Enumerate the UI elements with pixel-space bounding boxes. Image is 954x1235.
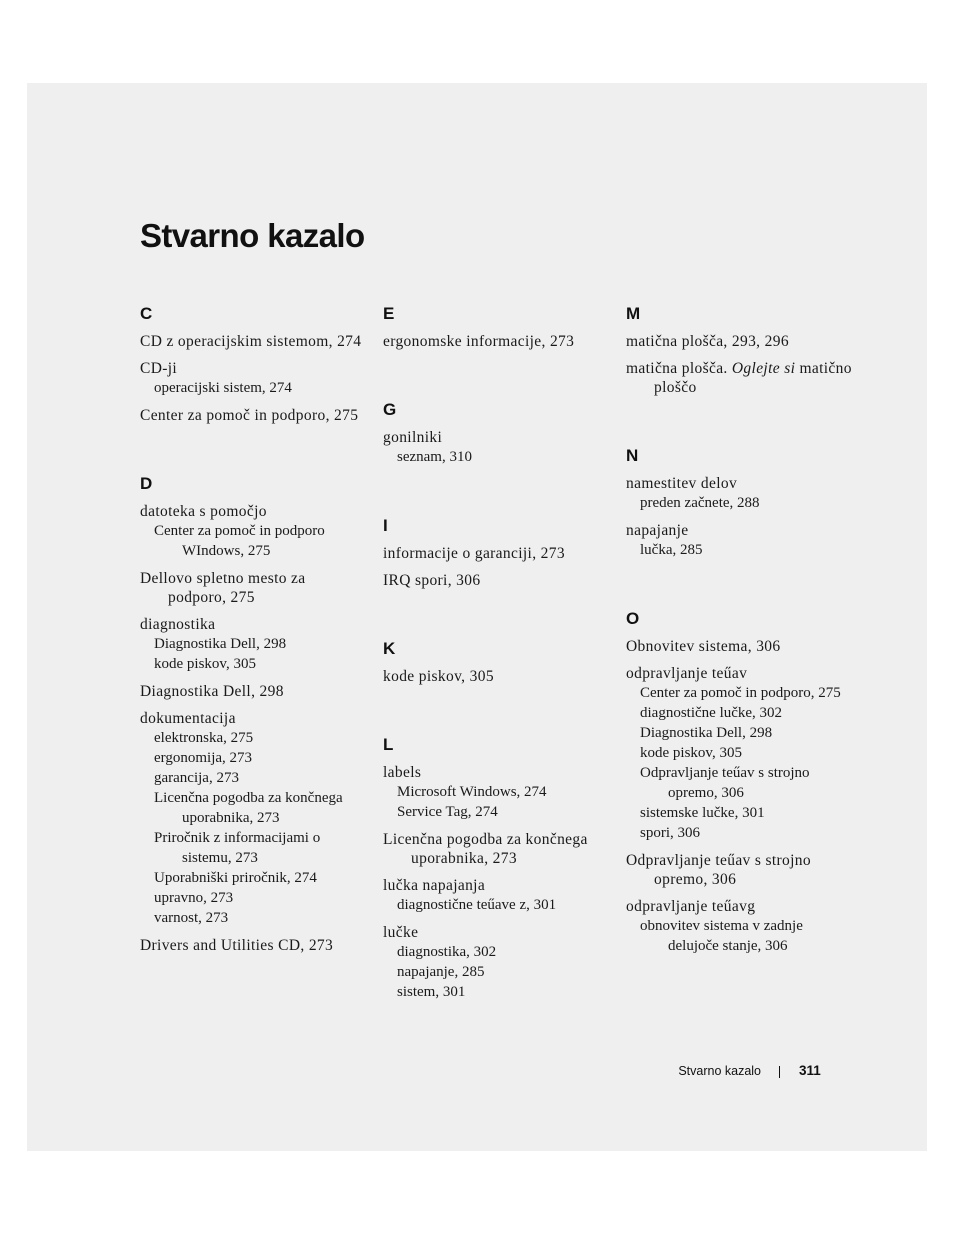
see-target: matično ploščo	[654, 360, 852, 396]
index-entry	[383, 428, 609, 467]
index-term: Odpravljanje teűav s strojno opremo, 306	[626, 852, 811, 888]
index-subentry: sistem, 301	[397, 984, 466, 1000]
index-term: Diagnostika Dell, 298	[140, 683, 284, 700]
index-entry	[383, 544, 609, 563]
index-entry	[140, 936, 366, 955]
index-subentry: upravno, 273	[154, 890, 234, 906]
section-letter: K	[383, 639, 396, 658]
index-section	[140, 472, 366, 955]
index-term: Drivers and Utilities CD, 273	[140, 937, 334, 954]
section-letter: E	[383, 304, 395, 323]
index-entry	[140, 709, 366, 928]
index-section	[626, 607, 852, 956]
index-entry	[626, 474, 852, 513]
index-term: kode piskov, 305	[383, 668, 494, 685]
index-subentry: kode piskov, 305	[640, 745, 742, 761]
index-subentry: spori, 306	[640, 825, 700, 841]
index-subentry: Microsoft Windows, 274	[397, 784, 547, 800]
index-subentry: preden začnete, 288	[640, 495, 760, 511]
index-entry	[626, 851, 852, 889]
index-subentry: garancija, 273	[154, 770, 239, 786]
index-entry	[383, 830, 609, 868]
index-entry	[383, 876, 609, 915]
index-section	[626, 302, 852, 397]
index-term: odpravljanje teűavg	[626, 898, 756, 915]
index-subentry: Priročnik z informacijami o sistemu, 273	[154, 830, 321, 866]
index-section	[383, 733, 609, 1002]
index-entry	[383, 763, 609, 822]
index-term	[626, 359, 852, 397]
index-subentry: sistemske lučke, 301	[640, 805, 765, 821]
index-subentry: diagnostične lučke, 302	[640, 705, 783, 721]
index-entry	[140, 615, 366, 674]
index-term: labels	[383, 764, 422, 781]
page-footer	[0, 1062, 954, 1082]
index-subentry: Odpravljanje teűav s strojno opremo, 306	[640, 765, 810, 801]
footer-divider	[779, 1066, 780, 1078]
section-letter: C	[140, 304, 153, 323]
index-term: CD z operacijskim sistemom, 274	[140, 333, 362, 350]
index-subentry: seznam, 310	[397, 449, 472, 465]
index-section	[383, 398, 609, 467]
index-entry	[140, 359, 366, 398]
index-section	[383, 637, 609, 686]
index-subentry: napajanje, 285	[397, 964, 485, 980]
index-subentry: Center za pomoč in podporo WIndows, 275	[154, 523, 325, 559]
index-entry	[626, 332, 852, 351]
index-term: CD-ji	[140, 360, 178, 377]
footer-label: Stvarno kazalo	[678, 1064, 761, 1078]
index-entry	[383, 667, 609, 686]
index-subentry: diagnostične teűave z, 301	[397, 897, 557, 913]
index-subentry: Licenčna pogodba za končnega uporabnika, 273	[154, 790, 343, 826]
page-title: Stvarno kazalo	[140, 217, 365, 254]
index-subentry: varnost, 273	[154, 910, 229, 926]
index-entry	[626, 637, 852, 656]
index-subentry: Diagnostika Dell, 298	[154, 636, 287, 652]
index-subentry: lučka, 285	[640, 542, 703, 558]
index-entry	[383, 332, 609, 351]
index-subentry: kode piskov, 305	[154, 656, 256, 672]
index-term: gonilniki	[383, 429, 443, 446]
index-term: Dellovo spletno mesto za podporo, 275	[140, 570, 306, 606]
index-term: lučke	[383, 924, 419, 941]
index-subentry: Diagnostika Dell, 298	[640, 725, 773, 741]
index-subentry: Uporabniški priročnik, 274	[154, 870, 317, 886]
index-term: informacije o garanciji, 273	[383, 545, 565, 562]
index-term: namestitev delov	[626, 475, 738, 492]
index-entry	[140, 569, 366, 607]
index-subentry: obnovitev sistema v zadnje delujoče stanje, 306	[640, 918, 803, 954]
index-section	[383, 302, 609, 351]
index-term: datoteka s pomočjo	[140, 503, 267, 520]
index-term: napajanje	[626, 522, 689, 539]
term-text: matična plošča.	[626, 360, 728, 377]
section-letter: M	[626, 304, 641, 323]
index-entry	[626, 521, 852, 560]
index-column-1	[140, 302, 366, 1002]
index-entry	[626, 897, 852, 956]
index-section	[383, 514, 609, 590]
index-column-3	[626, 302, 852, 1003]
index-term: Center za pomoč in podporo, 275	[140, 407, 359, 424]
index-section	[140, 302, 366, 425]
see-reference: Oglejte si	[731, 360, 796, 377]
index-term: lučka napajanja	[383, 877, 486, 894]
index-term: IRQ spori, 306	[383, 572, 481, 589]
index-term: dokumentacija	[140, 710, 236, 727]
index-column-2	[383, 302, 609, 1049]
section-letter: L	[383, 735, 394, 754]
index-entry	[140, 502, 366, 561]
index-subentry: operacijski sistem, 274	[154, 380, 292, 396]
section-letter: G	[383, 400, 397, 419]
index-term: ergonomske informacije, 273	[383, 333, 575, 350]
index-subentry: Center za pomoč in podporo, 275	[640, 685, 841, 701]
index-section	[626, 444, 852, 560]
section-letter: O	[626, 609, 640, 628]
index-term: Obnovitev sistema, 306	[626, 638, 781, 655]
index-entry	[140, 406, 366, 425]
page-number: 311	[799, 1063, 821, 1078]
index-entry	[140, 682, 366, 701]
index-term: Licenčna pogodba za končnega uporabnika, 273	[383, 831, 588, 867]
section-letter: N	[626, 446, 639, 465]
index-subentry: ergonomija, 273	[154, 750, 253, 766]
index-entry	[626, 359, 852, 397]
index-entry	[626, 664, 852, 843]
index-subentry: Service Tag, 274	[397, 804, 498, 820]
section-letter: D	[140, 474, 153, 493]
section-letter: I	[383, 516, 388, 535]
index-entry	[383, 923, 609, 1002]
index-entry	[140, 332, 366, 351]
index-subentry: diagnostika, 302	[397, 944, 497, 960]
index-subentry: elektronska, 275	[154, 730, 254, 746]
index-term: diagnostika	[140, 616, 216, 633]
index-entry	[383, 571, 609, 590]
index-term: odpravljanje teűav	[626, 665, 748, 682]
index-term: matična plošča, 293, 296	[626, 333, 789, 350]
